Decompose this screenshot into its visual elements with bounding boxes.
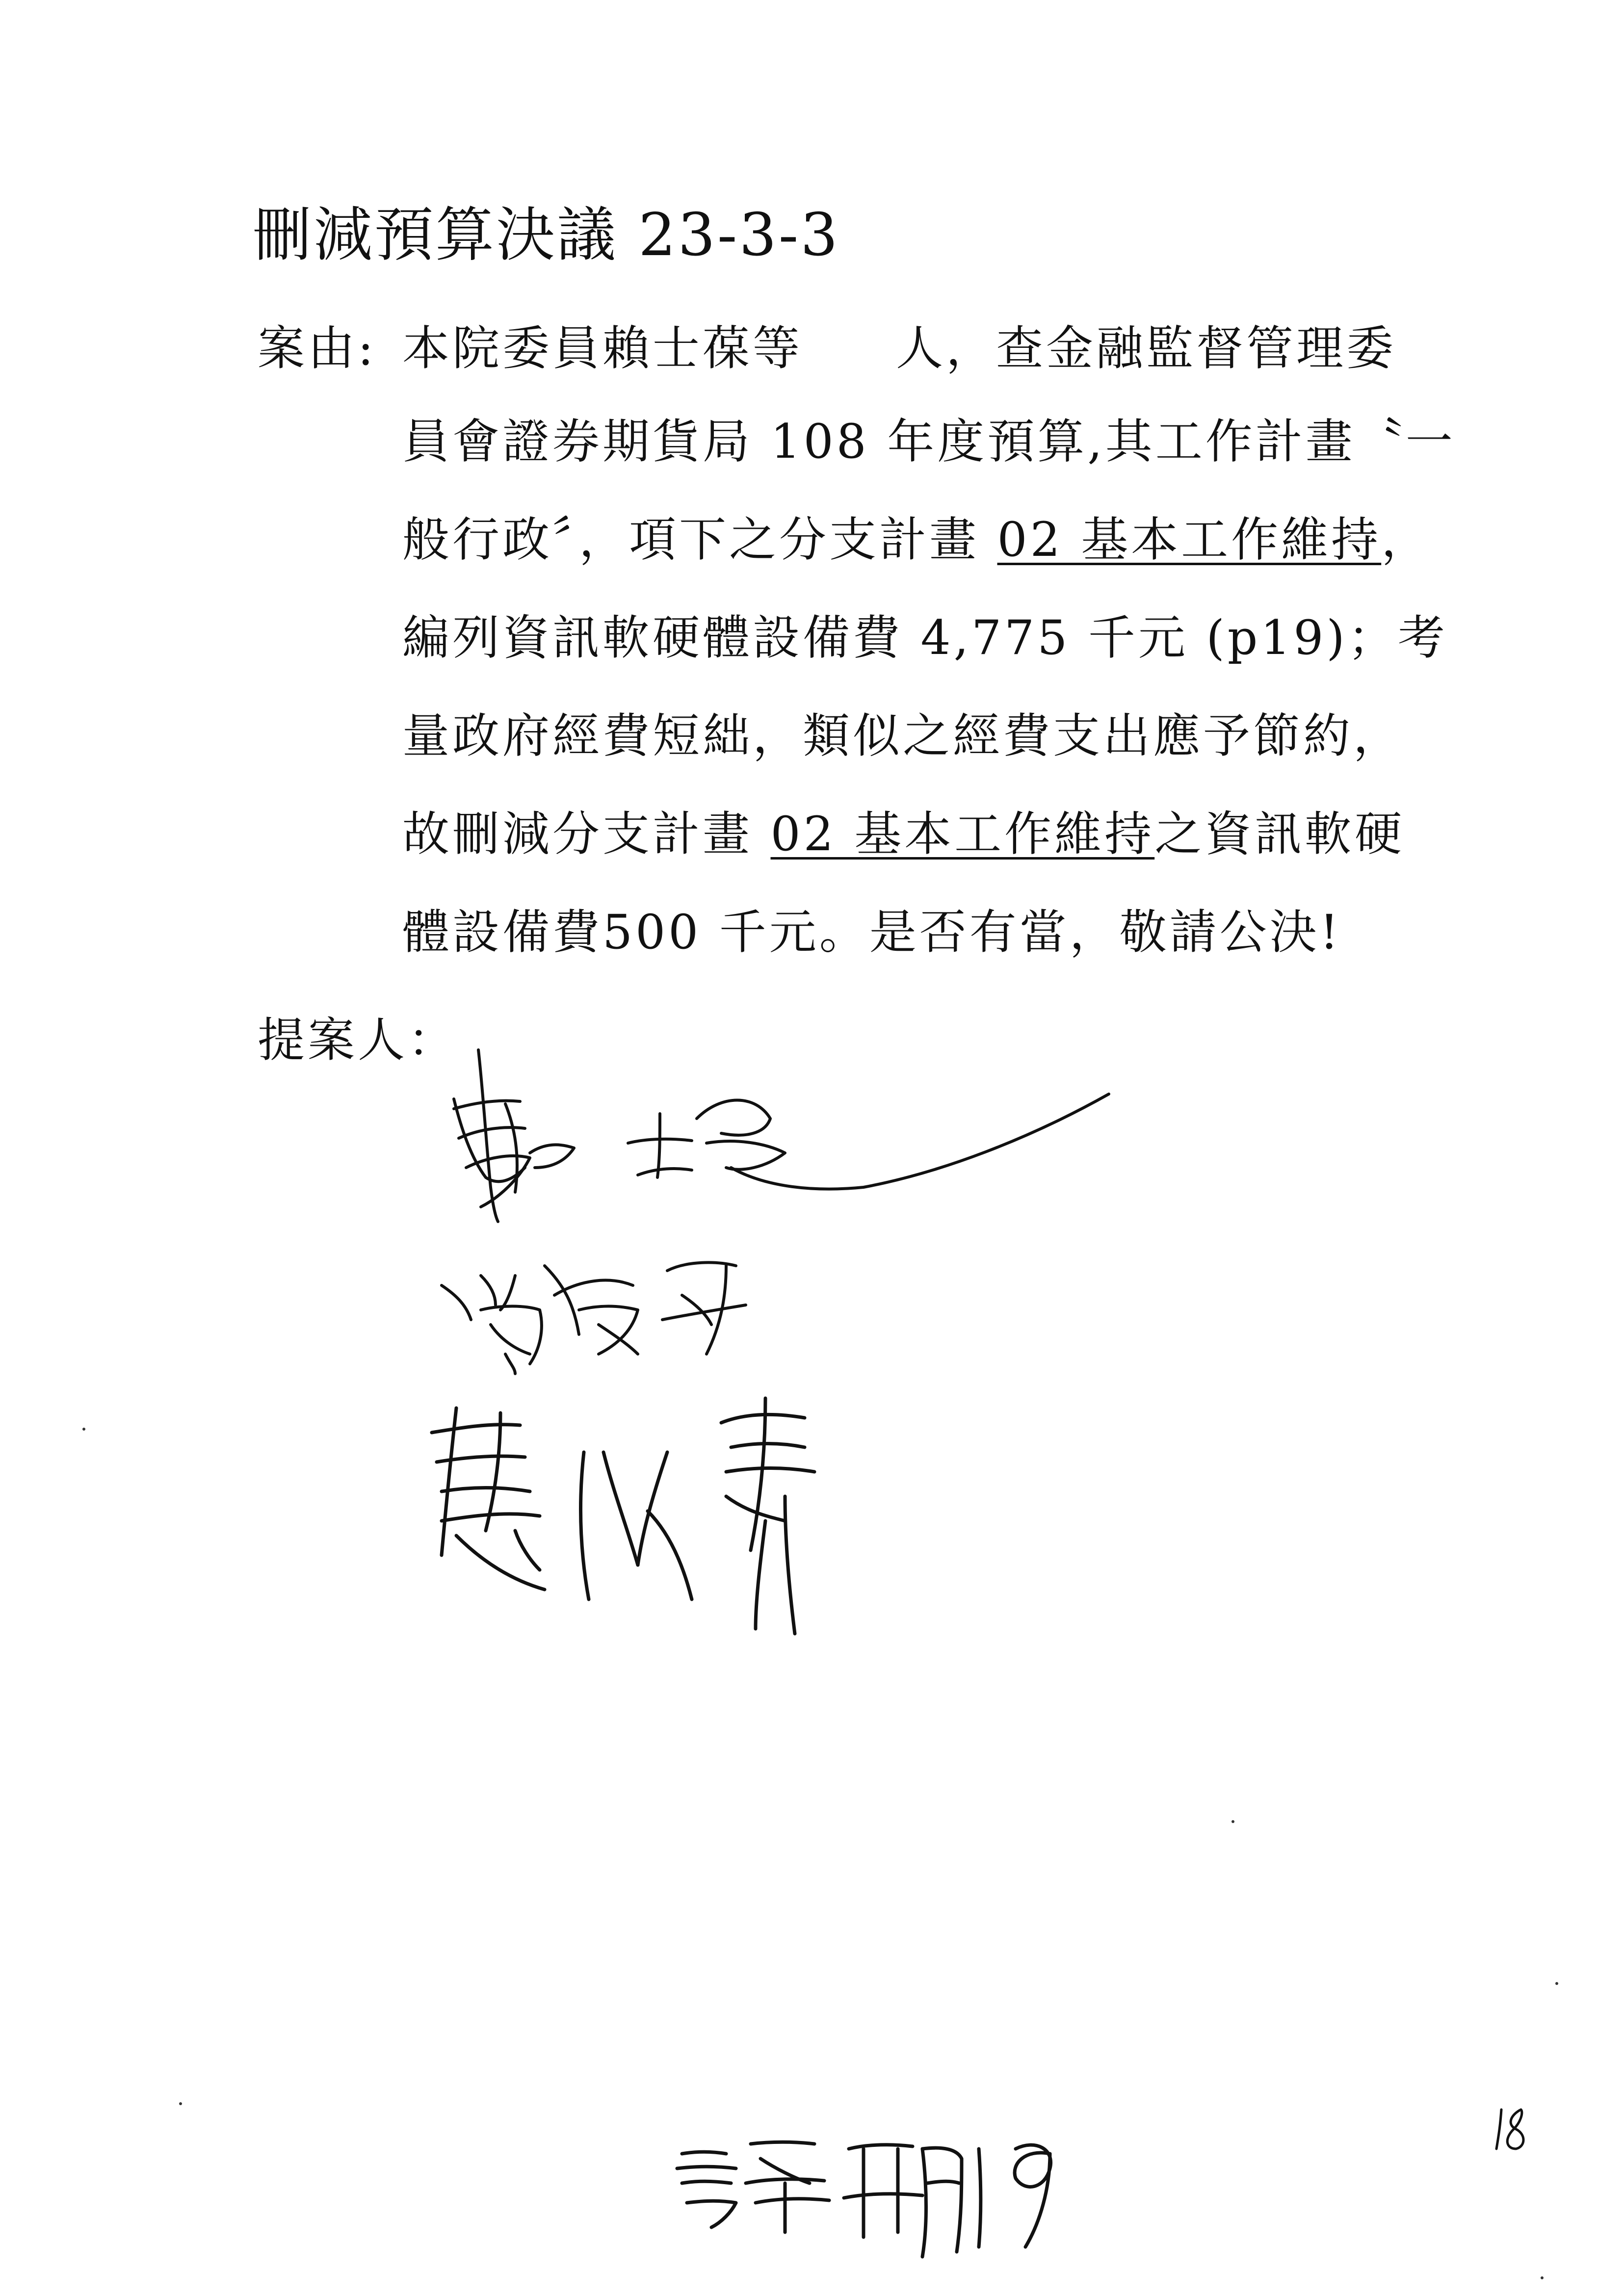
case-line-1 — [402, 319, 1396, 378]
proposer-label: 提案人： — [258, 1013, 458, 1068]
case-line-2: 員會證券期貨局 108 年度預算,其工作計畫〝一 — [402, 414, 1456, 469]
scan-speck — [1541, 2276, 1544, 2279]
handwritten-page-note — [677, 2142, 1051, 2257]
scan-speck — [82, 1428, 85, 1431]
scan-speck — [179, 2102, 182, 2105]
case-line-4: 編列資訊軟硬體設備費 4,775 千元 (p19)；考 — [402, 610, 1448, 665]
underlined-plan-name: 02 基本工作維持 — [770, 807, 1155, 861]
case-line-3 — [402, 510, 1431, 569]
case-line-7: 體設備費500 千元。是否有當，敬請公決! — [402, 905, 1342, 960]
underlined-plan-name: 02 基本工作維持 — [997, 512, 1382, 567]
signature-2 — [442, 1262, 746, 1374]
signature-3 — [432, 1398, 814, 1634]
case-label: 案由: — [258, 321, 377, 376]
document-title: 刪減預算決議 23-3-3 — [253, 201, 840, 269]
case-line-1-b: 人，查金融監督管理委 — [896, 321, 1396, 376]
case-line-6-b: 之資訊軟硬 — [1154, 807, 1405, 861]
case-line-6 — [402, 805, 1405, 863]
handwritten-page-number — [1496, 2110, 1523, 2149]
case-line-3-a: 般行政〞，項下之分支計畫 — [402, 512, 997, 567]
scan-speck — [1231, 1820, 1234, 1823]
case-line-5: 量政府經費短絀，類似之經費支出應予節約， — [402, 708, 1403, 763]
case-line-3-b: ， — [1381, 512, 1432, 567]
case-line-6-a: 故刪減分支計畫 — [402, 807, 771, 861]
scan-speck — [1555, 1982, 1558, 1985]
case-line-1-a: 本院委員賴士葆等 — [402, 321, 803, 376]
signature-1 — [454, 1050, 1109, 1222]
